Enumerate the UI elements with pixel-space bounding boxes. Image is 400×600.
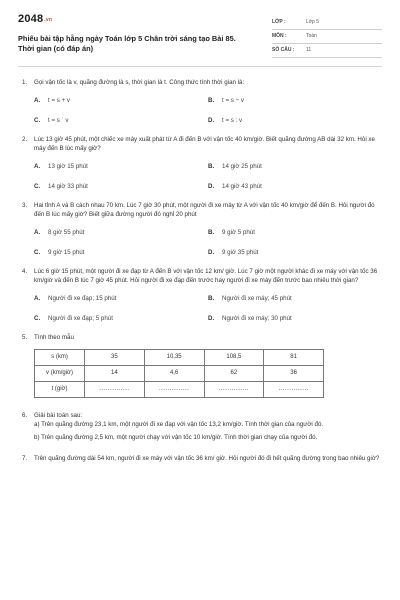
- table-cell: 62: [204, 365, 264, 381]
- option-d[interactable]: [208, 315, 382, 324]
- option-label: C.: [34, 116, 41, 124]
- question-7: [18, 455, 382, 464]
- option-text: 14 giờ 33 phút: [48, 182, 88, 190]
- option-a[interactable]: [34, 229, 208, 238]
- option-b[interactable]: [208, 163, 382, 172]
- option-label: B.: [208, 162, 215, 170]
- meta-value: 11: [306, 46, 312, 53]
- option-label: C.: [34, 314, 41, 322]
- question-number: 6.: [22, 411, 28, 419]
- question-text: Hai tỉnh A và B cách nhau 70 km. Lúc 7 giờ 30 phút, một người đi xe máy từ A với vận tốc 40 km/giờ để đến B. Hỏi người đó đến B lúc mấy giờ? Biết giữa đường người đó nghỉ 20 phút: [34, 201, 375, 218]
- table-cell: 4,6: [144, 365, 204, 381]
- speed-table: [34, 349, 324, 398]
- question-4: [18, 268, 382, 324]
- answer-blank[interactable]: ..............: [204, 381, 264, 397]
- option-text: 13 giờ 15 phút: [48, 162, 88, 170]
- option-label: C.: [34, 182, 41, 190]
- meta-row-subject: [272, 30, 382, 44]
- answer-options: [34, 97, 382, 126]
- option-d[interactable]: [208, 117, 382, 126]
- question-2: [18, 136, 382, 192]
- question-number: 3.: [22, 201, 28, 209]
- option-label: A.: [34, 96, 41, 104]
- question-text: Tính theo mẫu: [34, 333, 74, 341]
- option-text: Người đi xe máy; 45 phút: [222, 294, 292, 302]
- question-text: Trên quãng đường dài 54 km, người đi xe máy với vận tốc 36 km/ giờ. Hỏi người đó đi hết quãng đường trong bao nhiêu giờ?: [34, 454, 380, 462]
- meta-row-count: [272, 44, 382, 58]
- option-text: 8 giờ 55 phút: [48, 228, 85, 236]
- question-5: [18, 334, 382, 398]
- option-label: D.: [208, 182, 215, 190]
- answer-options: [34, 295, 382, 324]
- header-left: [18, 12, 236, 58]
- table-row: [35, 365, 324, 381]
- option-text: Người đi xe đạp; 15 phút: [48, 294, 117, 302]
- option-text: 9 giờ 15 phút: [48, 248, 85, 256]
- question-body: [34, 79, 382, 126]
- question-number: 5.: [22, 333, 28, 341]
- meta-box: [272, 16, 382, 58]
- option-a[interactable]: [34, 295, 208, 304]
- option-label: D.: [208, 248, 215, 256]
- row-header: v (km/giờ): [35, 365, 85, 381]
- option-text: 14 giờ 25 phút: [222, 162, 262, 170]
- question-number: 7.: [22, 454, 28, 462]
- logo-suffix: .vn: [44, 17, 53, 23]
- option-label: A.: [34, 162, 41, 170]
- option-label: B.: [208, 228, 215, 236]
- question-body: [34, 455, 382, 464]
- meta-label: LỚP :: [272, 18, 286, 25]
- question-body: [34, 202, 382, 258]
- answer-options: [34, 163, 382, 192]
- table-cell: 108,5: [204, 349, 264, 365]
- option-label: D.: [208, 314, 215, 322]
- header-divider: [18, 66, 382, 67]
- option-a[interactable]: [34, 163, 208, 172]
- option-label: A.: [34, 294, 41, 302]
- option-c[interactable]: [34, 249, 208, 258]
- option-text: t = s − v: [222, 96, 245, 104]
- meta-label: SỐ CÂU :: [272, 46, 295, 53]
- question-3: [18, 202, 382, 258]
- answer-blank[interactable]: ..............: [264, 381, 324, 397]
- option-text: 9 giờ 5 phút: [222, 228, 255, 236]
- table-row: [35, 349, 324, 365]
- answer-options: [34, 229, 382, 258]
- question-number: 4.: [22, 267, 28, 275]
- option-label: B.: [208, 294, 215, 302]
- meta-value: Toán: [306, 32, 317, 39]
- table-cell: 10,35: [144, 349, 204, 365]
- question-text: Giải bài toán sau:: [34, 411, 83, 419]
- table-cell: 36: [264, 365, 324, 381]
- option-c[interactable]: [34, 117, 208, 126]
- option-label: D.: [208, 116, 215, 124]
- logo-text: 2048: [18, 13, 44, 25]
- option-d[interactable]: [208, 183, 382, 192]
- option-label: B.: [208, 96, 215, 104]
- row-header: s (km): [35, 349, 85, 365]
- question-text: Gọi vận tốc là v, quãng đường là s, thời gian là t. Công thức tính thời gian là:: [34, 79, 245, 86]
- page-header: [18, 12, 382, 58]
- option-c[interactable]: [34, 183, 208, 192]
- option-c[interactable]: [34, 315, 208, 324]
- option-text: t = s : v: [222, 116, 243, 124]
- option-b[interactable]: [208, 97, 382, 106]
- option-label: A.: [34, 228, 41, 236]
- subquestion-b: b) Trên quãng đường 2,5 km, một người chạy với vận tốc 10 km/giờ. Tính thời gian chạy của người đó.: [34, 433, 318, 441]
- question-body: [34, 334, 382, 398]
- question-body: [34, 412, 382, 443]
- option-text: 14 giờ 43 phút: [222, 182, 262, 190]
- option-text: Người đi xe máy; 30 phút: [222, 314, 292, 322]
- subquestion-a: a) Trên quãng đường 23,1 km, một người đi xe đạp với vận tốc 13,2 km/giờ. Tính thời gian của người đó.: [34, 420, 324, 428]
- option-text: Người đi xe đạp; 5 phút: [48, 314, 113, 322]
- option-a[interactable]: [34, 97, 208, 106]
- meta-row-class: [272, 16, 382, 30]
- table-row: [35, 381, 324, 397]
- answer-blank[interactable]: ..............: [144, 381, 204, 397]
- table-cell: 35: [85, 349, 145, 365]
- table-cell: 81: [264, 349, 324, 365]
- option-label: C.: [34, 248, 41, 256]
- option-text: 9 giờ 35 phút: [222, 248, 259, 256]
- question-text: Lúc 13 giờ 45 phút, một chiếc xe máy xuất phát từ A đi đến B với vận tốc 40 km/giờ. Biết quãng đường AB dài 32 km. Hỏi xe máy đến B lúc mấy giờ?: [34, 135, 375, 152]
- question-number: 1.: [22, 79, 28, 86]
- question-number: 2.: [22, 135, 28, 143]
- option-text: t = s ˙ v: [48, 116, 69, 124]
- option-b[interactable]: [208, 295, 382, 304]
- option-text: t = s + v: [48, 96, 71, 104]
- worksheet-title: Phiếu bài tập hằng ngày Toán lớp 5 Chân trời sáng tạo Bài 85. Thời gian (có đáp án): [18, 33, 236, 54]
- question-body: [34, 136, 382, 192]
- question-1: [18, 79, 382, 126]
- meta-label: MÔN :: [272, 32, 287, 39]
- answer-blank[interactable]: ..............: [85, 381, 145, 397]
- question-text: Lúc 6 giờ 15 phút, một người đi xe đạp từ A đến B với vận tốc 12 km/ giờ. Lúc 7 giờ một người khác đi xe máy với vận tốc 36 km/giờ và đến B lúc 7 giờ 45 phút. Hỏi người đi xe đạp đến trước hay người đi xe máy đến trước bao nhiêu thời gian?: [34, 267, 378, 284]
- question-body: [34, 268, 382, 324]
- meta-value: Lớp 5: [306, 18, 320, 25]
- question-6: [18, 412, 382, 443]
- table-cell: 14: [85, 365, 145, 381]
- row-header: t (giờ): [35, 381, 85, 397]
- option-b[interactable]: [208, 229, 382, 238]
- site-logo[interactable]: [18, 12, 236, 28]
- option-d[interactable]: [208, 249, 382, 258]
